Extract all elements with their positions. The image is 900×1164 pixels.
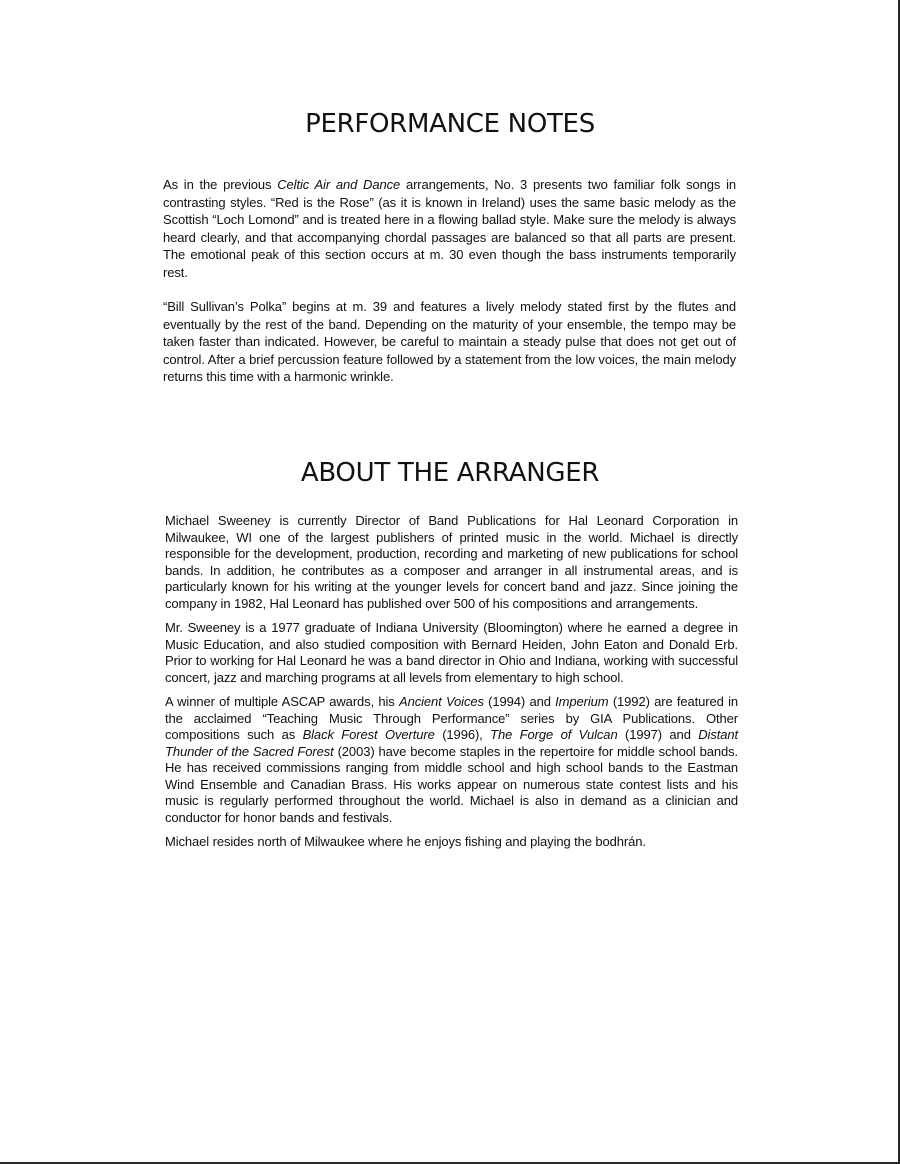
work-title-ancient-voices: Ancient Voices [399,694,484,709]
performance-notes-paragraph-1: As in the previous Celtic Air and Dance arrangements, No. 3 presents two familiar folk songs in contrasting styles. “Red is the Rose” (as it is known in Ireland) uses the same basic melody as the Scottish “Loch Lomond” and is treated here in a flowing ballad style. Make sure the melody is always heard clearly, and that accompanying chordal passages are balanced so that all parts are present. The emotional peak of this section occurs at m. 30 even though the bass instruments temporarily rest. [163,177,736,280]
about-paragraph-3: A winner of multiple ASCAP awards, his Ancient Voices (1994) and Imperium (1992) are featured in the acclaimed “Teaching Music Through Performance” series by GIA Publications. Other compositions such as Black Forest Overture (1996), The Forge of Vulcan (1997) and Distant Thunder of the Sacred Forest (2003) have become staples in the repertoire for middle school bands. He has received commissions ranging from middle school and high school bands to the Eastman Wind Ensemble and Canadian Brass. His works appear on numerous state contest lists and his music is regularly performed throughout the world. Michael is also in demand as a clinician and conductor for honor bands and festivals. [165,694,739,825]
work-title-imperium: Imperium [555,694,609,709]
work-title-distant-thunder: Distant Thunder of the Sacred Forest [165,727,739,759]
work-title-black-forest-overture: Black Forest Overture [302,727,435,742]
about-paragraph-1: Michael Sweeney is currently Director of Band Publications for Hal Leonard Corporation in Milwaukee, WI one of the largest publishers of printed music in the world. Michael is directly responsible for the development, production, recording and marketing of new publications for school bands. In addition, he contributes as a composer and arranger in all instrumental areas, and is particularly known for his writing at the younger levels for concert band and jazz. Since joining the company in 1982, Hal Leonard has published over 500 of his compositions and arrangements. [165,513,738,611]
about-paragraph-4: Michael resides north of Milwaukee where he enjoys fishing and playing the bodhrán. [165,834,646,849]
about-the-arranger-heading: ABOUT THE ARRANGER [300,458,600,488]
performance-notes-section [163,176,736,386]
performance-notes-heading: PERFORMANCE NOTES [305,109,595,139]
work-title-celtic-air-and-dance: Celtic Air and Dance [277,177,401,192]
performance-notes-paragraph-2: “Bill Sullivan’s Polka” begins at m. 39 and features a lively melody stated first by the flutes and eventually by the rest of the band. Depending on the maturity of your ensemble, the tempo may be taken faster than indicated. However, be careful to maintain a steady pulse that does not get out of control. After a brief percussion feature followed by a statement from the low voices, the main melody returns this time with a harmonic wrinkle. [163,299,736,384]
about-paragraph-2: Mr. Sweeney is a 1977 graduate of Indiana University (Bloomington) where he earned a degree in Music Education, and also studied composition with Bernard Heiden, John Eaton and Donald Erb. Prior to working for Hal Leonard he was a band director in Ohio and Indiana, working with successful concert, jazz and marching programs at all levels from elementary to high school. [165,620,738,685]
about-the-arranger-section [165,513,738,851]
work-title-forge-of-vulcan: The Forge of Vulcan [490,727,618,742]
